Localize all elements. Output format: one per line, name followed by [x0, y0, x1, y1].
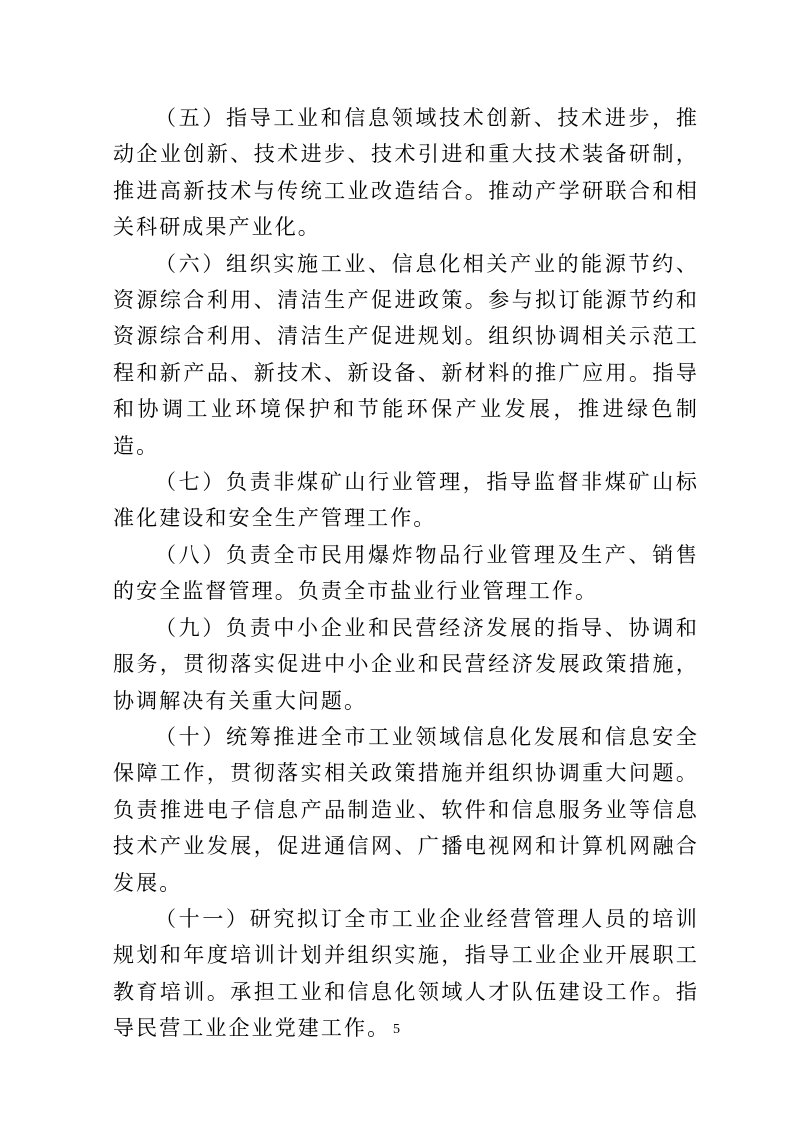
paragraph-9: （九）负责中小企业和民营经济发展的指导、协调和服务，贯彻落实促进中小企业和民营经济发展政策措施，协调解决有关重大问题。: [113, 615, 699, 713]
page-number: 5: [393, 1022, 400, 1037]
paragraph-8: （八）负责全市民用爆炸物品行业管理及生产、销售的安全监督管理。负责全市盐业行业管理工作。: [113, 542, 699, 604]
paragraph-7: （七）负责非煤矿山行业管理，指导监督非煤矿山标准化建设和安全生产管理工作。: [113, 470, 699, 531]
paragraph-5: （五）指导工业和信息领域技术创新、技术进步，推动企业创新、技术进步、技术引进和重大技术装备研制，推进高新技术与传统工业改造结合。推动产学研联合和相关科研成果产业化。: [113, 106, 699, 240]
paragraph-11: （十一）研究拟订全市工业企业经营管理人员的培训规划和年度培训计划并组织实施，指导工业企业开展职工教育培训。承担工业和信息化领域人才队伍建设工作。指导民营工业企业党建工作。: [113, 906, 699, 1041]
paragraph-6: （六）组织实施工业、信息化相关产业的能源节约、资源综合利用、清洁生产促进政策。参与拟订能源节约和资源综合利用、清洁生产促进规划。组织协调相关示范工程和新产品、新技术、新设备、新材料的推广应用。指导和协调工业环境保护和节能环保产业发展，推进绿色制造。: [113, 251, 699, 458]
document-body: [113, 100, 699, 1047]
paragraph-10: （十）统筹推进全市工业领域信息化发展和信息安全保障工作，贯彻落实相关政策措施并组织协调重大问题。负责推进电子信息产品制造业、软件和信息服务业等信息技术产业发展，促进通信网、广播电视网和计算机网融合发展。: [113, 724, 699, 895]
